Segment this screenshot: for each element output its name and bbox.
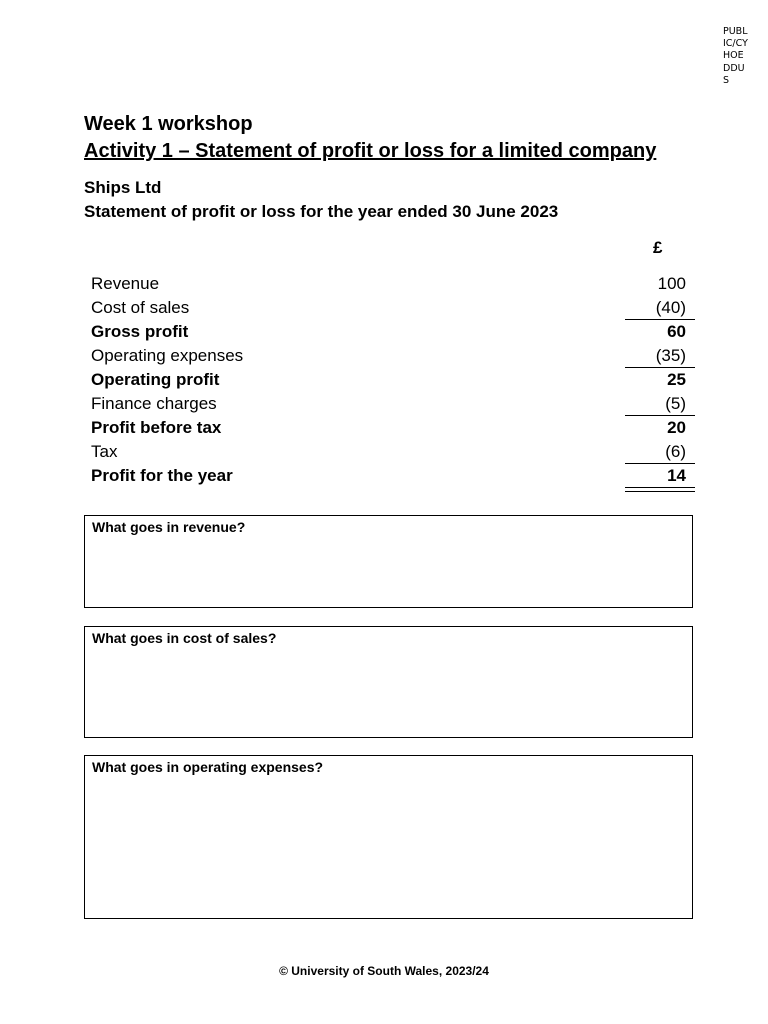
classification-marking: PUBLIC/CYHOEDDUS (723, 26, 748, 86)
row-amount: 60 (667, 322, 686, 341)
row-label: Profit before tax (91, 418, 222, 437)
activity-title: Activity 1 – Statement of profit or loss for a limited company (84, 140, 657, 162)
row-amount: 20 (667, 418, 686, 437)
row-label: Profit for the year (91, 466, 233, 485)
profit-loss-table (91, 272, 695, 488)
row-label: Operating expenses (91, 346, 244, 365)
question-prompt: What goes in operating expenses? (92, 759, 324, 775)
revenue-answer-box[interactable] (84, 515, 693, 608)
row-label: Revenue (91, 274, 160, 293)
cost-of-sales-answer-box[interactable] (84, 626, 693, 738)
question-prompt: What goes in revenue? (92, 519, 246, 535)
company-name: Ships Ltd (84, 178, 162, 197)
row-amount: (5) (665, 394, 686, 413)
row-label: Gross profit (91, 322, 189, 341)
week-title: Week 1 workshop (84, 113, 253, 135)
row-amount: 14 (667, 466, 686, 485)
row-amount: 100 (657, 274, 686, 293)
question-prompt: What goes in cost of sales? (92, 630, 277, 646)
row-operating-profit (91, 368, 695, 392)
row-amount: (35) (655, 346, 686, 365)
row-label: Cost of sales (91, 298, 190, 317)
row-profit-for-the-year (91, 464, 695, 488)
row-cost-of-sales (91, 296, 695, 320)
row-label: Tax (91, 442, 118, 461)
copyright-footer: © University of South Wales, 2023/24 (279, 964, 489, 978)
currency-symbol: £ (653, 238, 663, 257)
row-amount: (40) (655, 298, 686, 317)
row-amount: 25 (667, 370, 686, 389)
row-gross-profit (91, 320, 695, 344)
row-operating-expenses (91, 344, 695, 368)
row-profit-before-tax (91, 416, 695, 440)
row-tax (91, 440, 695, 464)
row-revenue (91, 272, 695, 296)
statement-heading: Statement of profit or loss for the year ended 30 June 2023 (84, 202, 559, 221)
row-amount: (6) (665, 442, 686, 461)
row-label: Operating profit (91, 370, 220, 389)
operating-expenses-answer-box[interactable] (84, 755, 693, 919)
row-label: Finance charges (91, 394, 217, 413)
row-finance-charges (91, 392, 695, 416)
